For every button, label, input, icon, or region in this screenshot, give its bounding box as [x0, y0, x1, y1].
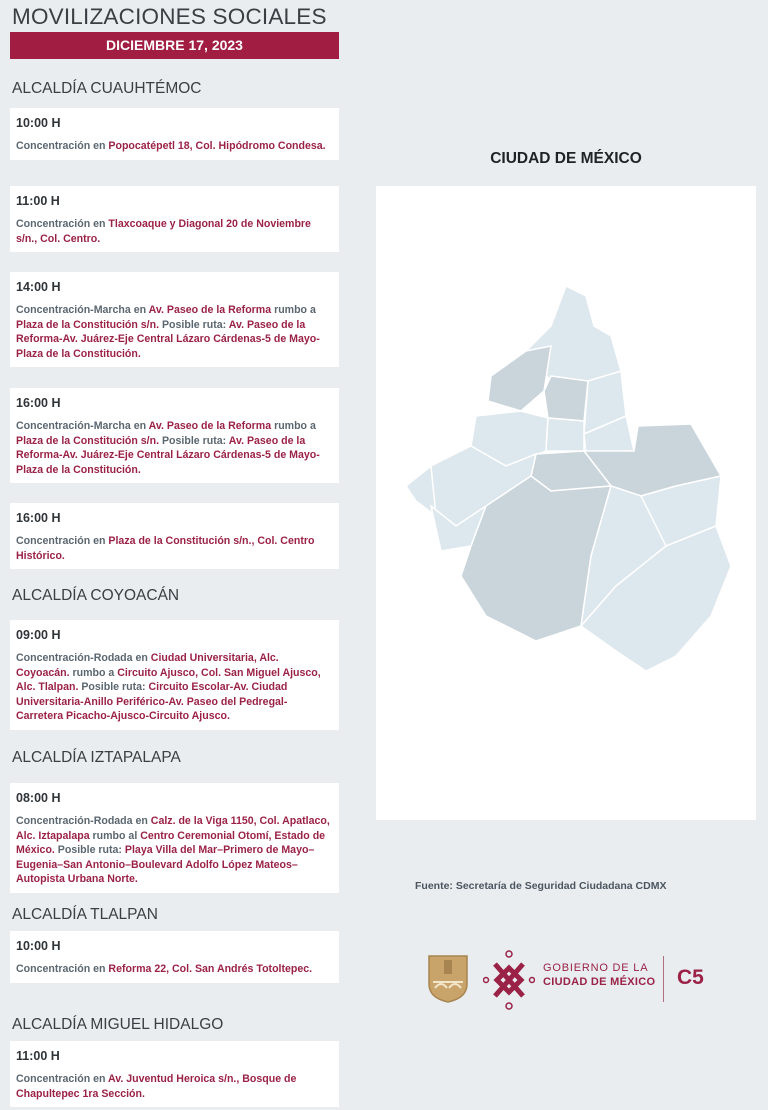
gov-line-2: CIUDAD DE MÉXICO [543, 976, 656, 988]
event-description [16, 419, 333, 477]
description-text: rumbo a [271, 304, 316, 316]
event-card [10, 388, 339, 483]
source-note: Fuente: Secretaría de Seguridad Ciudadana CDMX [415, 880, 667, 892]
description-text: Concentración en [16, 535, 109, 547]
location-text: Centro Ceremonial Otomí, Estado de México. [16, 829, 326, 857]
event-description [16, 1072, 333, 1101]
map-panel [376, 186, 756, 820]
event-time: 11:00 H [16, 1049, 60, 1063]
event-card [10, 931, 339, 983]
event-description [16, 217, 333, 246]
event-description [16, 651, 333, 724]
page-title: MOVILIZACIONES SOCIALES [12, 4, 327, 29]
section-header: ALCALDÍA IZTAPALAPA [12, 749, 181, 766]
logo-divider [663, 956, 664, 1002]
event-card [10, 1041, 339, 1107]
event-description [16, 139, 333, 154]
cdmx-map [376, 186, 756, 820]
event-time: 16:00 H [16, 511, 61, 525]
description-text: Concentración-Marcha en [16, 420, 149, 432]
cdmx-emblem-icon [483, 950, 535, 1010]
location-text: Av. Paseo de la Reforma-Av. Juárez-Eje Central Lázaro Cárdenas-5 de Mayo-Plaza de la Constitución. [16, 318, 320, 360]
coat-of-arms-icon [427, 954, 469, 1004]
description-text: Concentración en [16, 1073, 109, 1085]
event-time: 14:00 H [16, 280, 61, 294]
event-card [10, 620, 339, 730]
location-text: Av. Paseo de la Reforma [148, 420, 272, 432]
map-region-azcapotzalco [488, 346, 551, 411]
description-text: Posible ruta: [159, 434, 229, 447]
location-text: Tlaxcoaque y Diagonal 20 de Noviembre s/n., Col. Centro. [16, 218, 311, 245]
location-text: Circuito Ajusco, Col. San Miguel Ajusco, Alc. Tlalpan. [16, 666, 321, 694]
description-text: Concentración en [16, 963, 109, 975]
description-text: rumbo al [89, 829, 141, 842]
description-text: rumbo a [69, 666, 118, 679]
event-card [10, 108, 339, 160]
description-text: Concentración-Rodada en [16, 652, 151, 664]
event-description [16, 962, 333, 977]
description-text: Posible ruta: [54, 844, 125, 857]
location-text: Ciudad Universitaria, Alc. Coyoacán. [16, 652, 279, 679]
location-text: Circuito Escolar-Av. Ciudad Universitaria-Anillo Periférico-Av. Paseo del Pedregal-Carretera Picacho-Ajusco-Circuito Ajusco. [16, 681, 288, 723]
location-text: Av. Juventud Heroica s/n., Bosque de Chapultepec 1ra Sección. [16, 1073, 297, 1100]
description-text: Concentración-Marcha en [16, 304, 149, 316]
event-description [16, 534, 333, 563]
location-text: Calz. de la Viga 1150, Col. Apatlaco, Alc. Iztapalapa [16, 815, 330, 842]
location-text: Reforma 22, Col. San Andrés Totoltepec. [108, 963, 313, 975]
c5-logo: C5 [677, 966, 704, 989]
footer-logos [425, 950, 725, 1010]
event-description [16, 303, 333, 361]
location-text: Popocatépetl 18, Col. Hipódromo Condesa. [108, 140, 326, 152]
event-time: 10:00 H [16, 939, 61, 953]
date-banner: DICIEMBRE 17, 2023 [10, 32, 339, 59]
location-text: Playa Villa del Mar–Primero de Mayo–Eugenia–San Antonio–Boulevard Adolfo López Mateos–Autopista Urbana Norte. [16, 844, 315, 886]
event-time: 16:00 H [16, 396, 61, 410]
section-header: ALCALDÍA MIGUEL HIDALGO [12, 1016, 224, 1033]
section-header: ALCALDÍA COYOACÁN [12, 587, 180, 604]
event-time: 09:00 H [16, 628, 61, 642]
government-wordmark [543, 961, 655, 989]
event-time: 08:00 H [16, 791, 61, 805]
description-text: Concentración en [16, 218, 109, 230]
map-title: CIUDAD DE MÉXICO [490, 150, 642, 167]
gov-line-1: GOBIERNO DE LA [543, 962, 649, 974]
event-card [10, 186, 339, 252]
description-text: Concentración en [16, 140, 109, 152]
event-description [16, 814, 333, 887]
event-card [10, 272, 339, 367]
section-header: ALCALDÍA CUAUHTÉMOC [12, 80, 202, 97]
location-text: Av. Paseo de la Reforma [148, 304, 272, 316]
location-text: Plaza de la Constitución s/n., Col. Centro Histórico. [16, 535, 315, 562]
map-region-bj [546, 418, 584, 451]
event-time: 10:00 H [16, 116, 61, 130]
event-card [10, 503, 339, 569]
description-text: Posible ruta: [78, 681, 149, 694]
description-text: rumbo a [271, 420, 316, 432]
map-region-cuauhtemoc [544, 376, 588, 421]
location-text: Av. Paseo de la Reforma-Av. Juárez-Eje Central Lázaro Cárdenas-5 de Mayo-Plaza de la Constitución. [16, 434, 320, 476]
description-text: Posible ruta: [159, 318, 229, 331]
location-text: Plaza de la Constitución s/n. [16, 318, 160, 331]
event-time: 11:00 H [16, 194, 60, 208]
description-text: Concentración-Rodada en [16, 815, 151, 827]
location-text: Plaza de la Constitución s/n. [16, 434, 160, 447]
event-card [10, 783, 339, 893]
section-header: ALCALDÍA TLALPAN [12, 906, 158, 923]
